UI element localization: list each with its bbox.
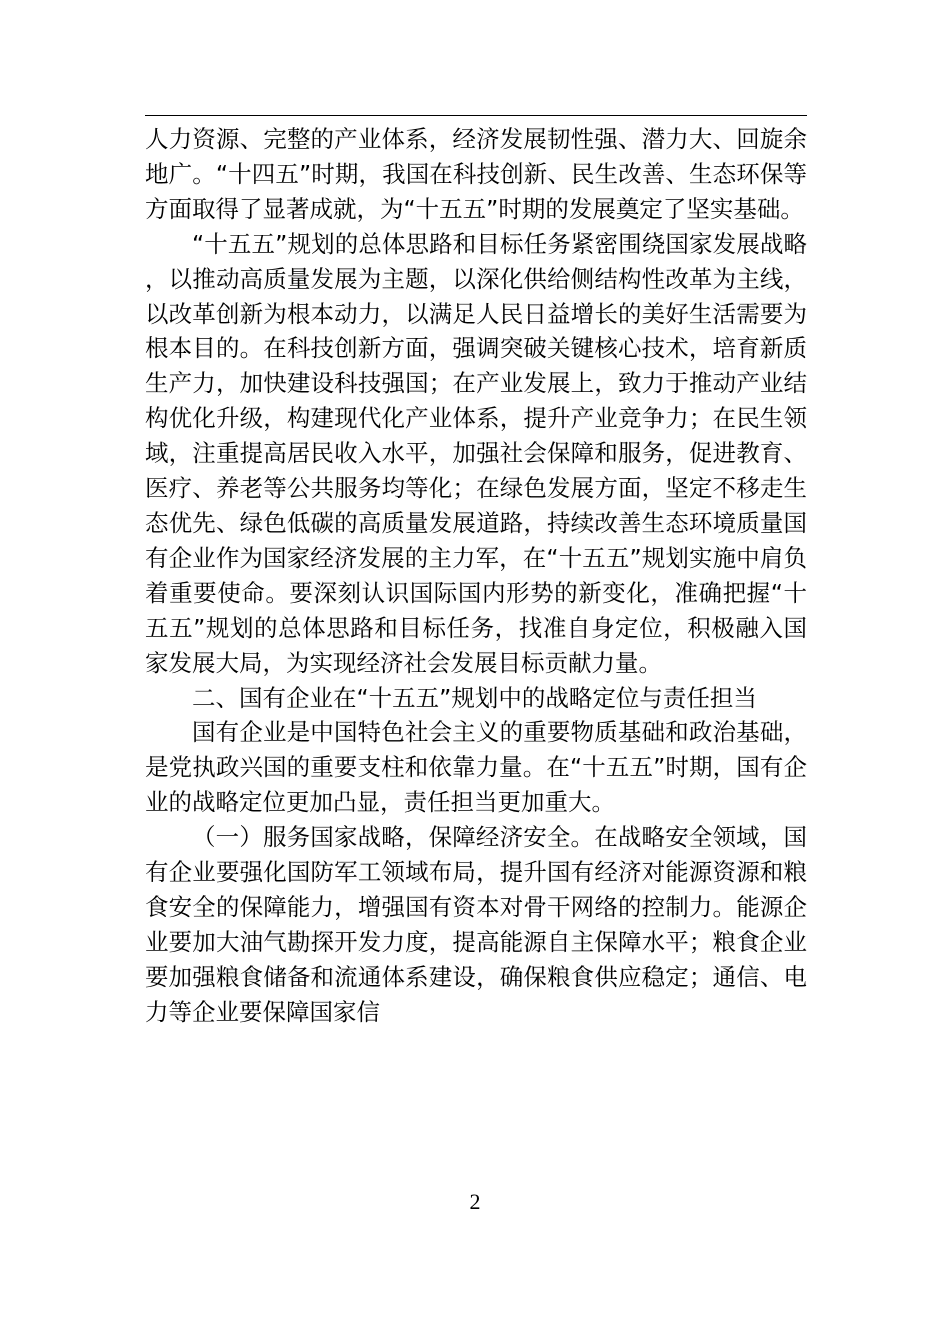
paragraph-national-strategy: （一）服务国家战略，保障经济安全。在战略安全领域，国有企业要强化国防军工领域布局，提升国有经济对能源资源和粮食安全的保障能力，增强国有资本对骨干网络的控制力。能源企业要加大油气勘探开发力度，提高能源自主保障水平；粮食企业要加强粮食储备和流通体系建设，确保粮食供应稳定；通信、电力等企业要保障国家信: [145, 823, 807, 1026]
paragraph-soe-role: 国有企业是中国特色社会主义的重要物质基础和政治基础，是党执政兴国的重要支柱和依靠力量。在“十五五”时期，国有企业的战略定位更加凸显，责任担当更加重大。: [145, 718, 807, 817]
page-number: 2: [469, 1189, 481, 1214]
section-heading: 二、国有企业在“十五五”规划中的战略定位与责任担当: [192, 683, 757, 712]
document-body: [145, 122, 807, 1030]
paragraph-continuation: 人力资源、完整的产业体系，经济发展韧性强、潜力大、回旋余地广。“十四五”时期，我国在科技创新、民生改善、生态环保等方面取得了显著成就，为“十五五”时期的发展奠定了坚实基础。: [145, 125, 807, 223]
paragraph-plan-overview: “十五五”规划的总体思路和目标任务紧密围绕国家发展战略，以推动高质量发展为主题，以深化供给侧结构性改革为主线，以改革创新为根本动力，以满足人民日益增长的美好生活需要为根本目的。在科技创新方面，强调突破关键核心技术，培育新质生产力，加快建设科技强国；在产业发展上，致力于推动产业结构优化升级，构建现代化产业体系，提升产业竞争力；在民生领域，注重提高居民收入水平，加强社会保障和服务，促进教育、医疗、养老等公共服务均等化；在绿色发展方面，坚定不移走生态优先、绿色低碳的高质量发展道路，持续改善生态环境质量国有企业作为国家经济发展的主力军，在“十五五”规划实施中肩负着重要使命。要深刻认识国际国内形势的新变化，准确把握“十五五”规划的总体思路和目标任务，找准自身定位，积极融入国家发展大局，为实现经济社会发展目标贡献力量。: [145, 229, 807, 677]
header-rule: [145, 115, 807, 116]
